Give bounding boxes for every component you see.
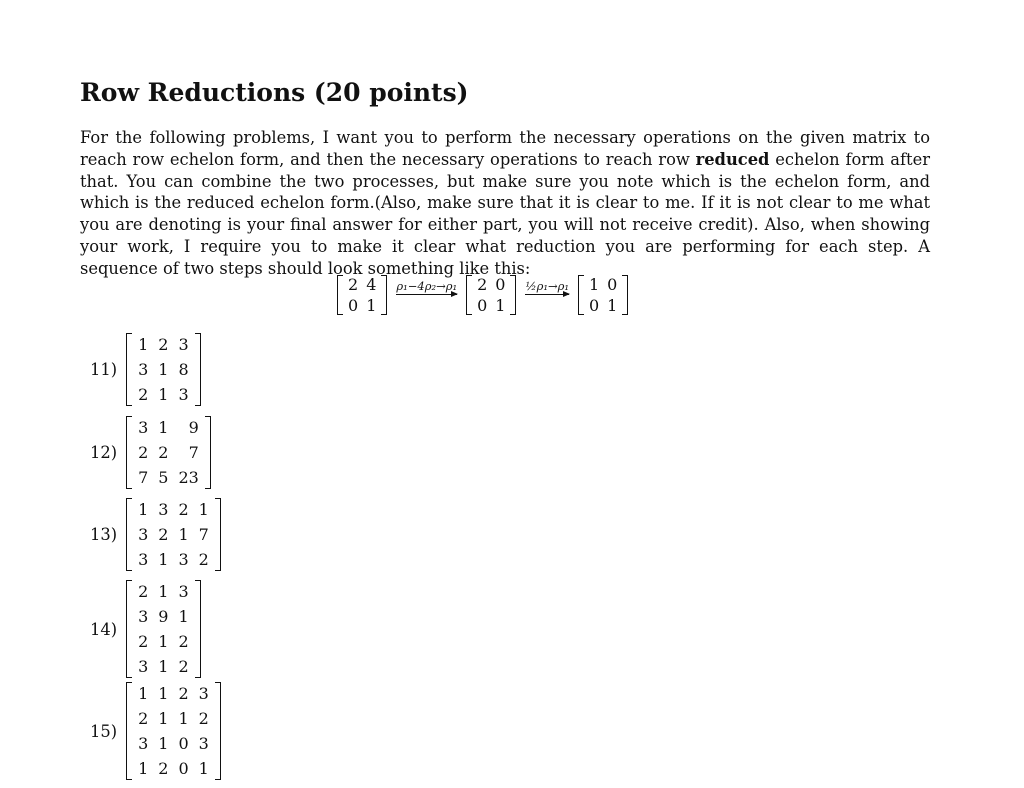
matrix-entry: 0 xyxy=(588,296,600,315)
matrix-grid xyxy=(133,332,194,407)
matrix-row xyxy=(344,295,380,316)
matrix-entry: 3 xyxy=(198,684,209,703)
matrix-row xyxy=(133,465,204,490)
matrix-entry: 1 xyxy=(158,684,169,703)
matrix-row xyxy=(473,295,509,316)
matrix-entry: 5 xyxy=(158,468,169,487)
matrix-entry: 3 xyxy=(198,734,209,753)
matrix-entry: 3 xyxy=(138,607,149,626)
matrix-entry: 1 xyxy=(366,296,377,315)
right-arrow-icon xyxy=(396,294,457,295)
instructions-paragraph xyxy=(80,127,930,280)
matrix-entry: 1 xyxy=(588,275,600,294)
matrix-entry: 2 xyxy=(138,632,149,651)
matrix-entry: 7 xyxy=(138,468,149,487)
matrix-grid xyxy=(473,274,509,316)
matrix-entry: 1 xyxy=(178,525,189,544)
matrix-entry: 1 xyxy=(158,657,169,676)
matrix-entry: 2 xyxy=(198,709,209,728)
matrix-row xyxy=(133,522,214,547)
example-reduction-sequence xyxy=(336,274,629,316)
problem-matrix xyxy=(125,681,222,781)
matrix-entry: 1 xyxy=(607,296,618,315)
matrix-row xyxy=(585,274,621,295)
matrix-grid xyxy=(133,497,214,572)
matrix-row xyxy=(133,756,214,781)
problem-13 xyxy=(90,497,222,572)
matrix-grid xyxy=(133,579,194,679)
matrix-entry: 1 xyxy=(178,607,189,626)
example-matrix-2 xyxy=(465,274,517,316)
matrix-grid xyxy=(585,274,621,316)
matrix-entry: 1 xyxy=(158,360,169,379)
problem-number: 13) xyxy=(90,525,118,544)
example-arrow-2 xyxy=(525,279,569,295)
matrix-grid xyxy=(133,415,204,490)
matrix-entry: 7 xyxy=(188,443,199,462)
example-arrow-1 xyxy=(396,279,457,295)
matrix-entry: 1 xyxy=(158,418,169,437)
matrix-entry: 3 xyxy=(138,418,149,437)
instructions-text-2: echelon form after that. You can combine the two processes, but make sure you note which is the echelon form, and which is the reduced echelon form.(Also, make sure that it is clear to me. If it is not clear to me what you are denoting is your final answer for either part, you will not receive credit). Also, when showing your work, I require you to make it clear what reduction you are performing for each step. A sequence of two steps should look something like this: xyxy=(80,149,930,278)
problem-15 xyxy=(90,681,222,781)
matrix-entry: 3 xyxy=(178,550,189,569)
matrix-entry: 1 xyxy=(158,734,169,753)
matrix-entry: 3 xyxy=(138,734,149,753)
problem-matrix xyxy=(125,332,202,407)
instructions-bold-word: reduced xyxy=(695,149,770,169)
matrix-entry: 1 xyxy=(138,335,149,354)
matrix-entry: 3 xyxy=(178,335,189,354)
matrix-row xyxy=(133,547,214,572)
problem-matrix xyxy=(125,579,202,679)
matrix-entry: 1 xyxy=(158,582,169,601)
problem-14 xyxy=(90,579,202,679)
matrix-entry: 0 xyxy=(178,759,189,778)
matrix-entry: 1 xyxy=(198,759,209,778)
example-matrix-1 xyxy=(336,274,388,316)
matrix-entry: 2 xyxy=(138,709,149,728)
problem-number: 15) xyxy=(90,721,118,741)
matrix-entry: 2 xyxy=(178,657,189,676)
matrix-entry: 7 xyxy=(198,525,209,544)
matrix-entry: 2 xyxy=(348,275,359,294)
matrix-entry: 9 xyxy=(188,418,199,437)
matrix-entry: 2 xyxy=(477,275,488,294)
matrix-entry: 23 xyxy=(178,468,199,487)
matrix-row xyxy=(344,274,380,295)
matrix-entry: 2 xyxy=(178,684,189,703)
matrix-entry: 2 xyxy=(158,335,169,354)
matrix-row xyxy=(133,415,204,440)
matrix-entry: 1 xyxy=(138,684,149,703)
example-operation-2: ½ρ₁→ρ₁ xyxy=(525,279,569,293)
problem-matrix xyxy=(125,415,212,490)
matrix-entry: 0 xyxy=(477,296,488,315)
problem-number: 12) xyxy=(90,443,118,462)
matrix-entry: 3 xyxy=(178,582,189,601)
matrix-entry: 0 xyxy=(607,275,618,294)
matrix-entry: 3 xyxy=(138,550,149,569)
matrix-row xyxy=(133,731,214,756)
matrix-entry: 1 xyxy=(138,500,149,519)
matrix-entry: 9 xyxy=(158,607,169,626)
matrix-entry: 2 xyxy=(138,385,149,404)
matrix-grid xyxy=(133,681,214,781)
matrix-entry: 2 xyxy=(138,582,149,601)
matrix-entry: 2 xyxy=(178,500,189,519)
matrix-entry: 0 xyxy=(348,296,359,315)
matrix-entry: 3 xyxy=(138,657,149,676)
matrix-row xyxy=(133,497,214,522)
matrix-entry: 1 xyxy=(158,632,169,651)
matrix-grid xyxy=(344,274,380,316)
matrix-row xyxy=(133,440,204,465)
problem-11 xyxy=(90,332,202,407)
matrix-row xyxy=(133,706,214,731)
matrix-entry: 1 xyxy=(198,500,209,519)
matrix-row xyxy=(133,357,194,382)
matrix-entry: 2 xyxy=(158,759,169,778)
matrix-row xyxy=(133,604,194,629)
matrix-entry: 0 xyxy=(495,275,506,294)
matrix-row xyxy=(133,681,214,706)
problem-12 xyxy=(90,415,212,490)
matrix-entry: 1 xyxy=(138,759,149,778)
example-operation-1: ρ₁−4ρ₂→ρ₁ xyxy=(396,279,458,293)
matrix-entry: 1 xyxy=(158,550,169,569)
matrix-row xyxy=(133,382,194,407)
matrix-entry: 3 xyxy=(138,360,149,379)
matrix-entry: 2 xyxy=(198,550,209,569)
matrix-entry: 2 xyxy=(178,632,189,651)
matrix-entry: 2 xyxy=(158,525,169,544)
matrix-entry: 3 xyxy=(138,525,149,544)
matrix-entry: 3 xyxy=(178,385,189,404)
problem-matrix xyxy=(125,497,222,572)
matrix-entry: 1 xyxy=(178,709,189,728)
matrix-entry: 1 xyxy=(158,385,169,404)
problem-number: 11) xyxy=(90,360,118,379)
matrix-row xyxy=(585,295,621,316)
matrix-row xyxy=(133,579,194,604)
matrix-row xyxy=(133,629,194,654)
instructions-text-1: For the following problems, I want you to perform the necessary operations on the given matrix to reach row echelon form, and then the necessary operations to reach row xyxy=(80,128,930,169)
matrix-entry: 4 xyxy=(366,275,377,294)
matrix-row xyxy=(133,654,194,679)
matrix-row xyxy=(133,332,194,357)
matrix-entry: 0 xyxy=(178,734,189,753)
matrix-entry: 2 xyxy=(158,443,169,462)
matrix-entry: 2 xyxy=(138,443,149,462)
example-matrix-3 xyxy=(577,274,629,316)
matrix-row xyxy=(473,274,509,295)
matrix-entry: 1 xyxy=(495,296,506,315)
section-heading: Row Reductions (20 points) xyxy=(80,78,469,107)
matrix-entry: 8 xyxy=(178,360,189,379)
problem-number: 14) xyxy=(90,619,118,639)
right-arrow-icon xyxy=(525,294,569,295)
matrix-entry: 3 xyxy=(158,500,169,519)
matrix-entry: 1 xyxy=(158,709,169,728)
